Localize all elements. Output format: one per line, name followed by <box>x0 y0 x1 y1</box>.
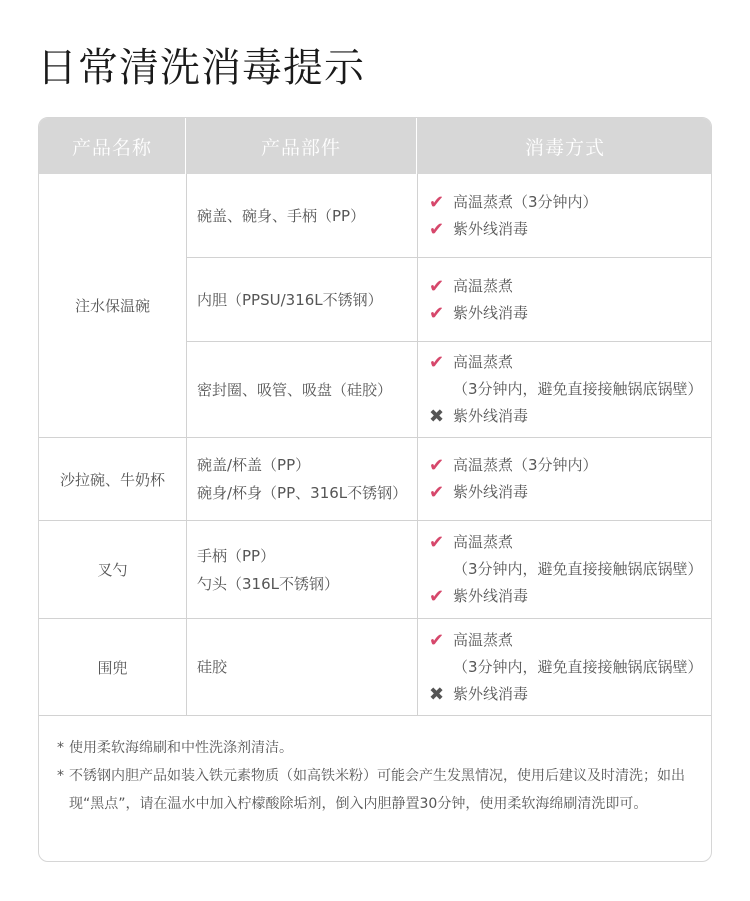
product-name: 注水保温碗 <box>74 297 150 315</box>
method-item <box>429 529 711 583</box>
care-table-card <box>38 117 712 862</box>
method-text: 紫外线消毒 <box>453 587 529 605</box>
note-item <box>57 762 697 818</box>
grid-line <box>417 174 418 715</box>
part-line: 内胆（PPSU/316L不锈钢） <box>197 290 383 309</box>
method-list <box>429 438 711 520</box>
method-list <box>429 174 711 257</box>
method-note: （3分钟内，避免直接接触锅底锅壁） <box>453 657 703 676</box>
cross-icon: ✖ <box>429 683 445 705</box>
header-product-name: 产品名称 <box>39 118 186 174</box>
note-item <box>57 734 697 762</box>
page-title: 日常清洗消毒提示 <box>37 45 365 91</box>
note-text: 使用柔软海绵刷和中性洗涤剂清洁。 <box>69 740 293 756</box>
product-name: 围兜 <box>97 658 128 677</box>
product-name: 沙拉碗、牛奶杯 <box>59 470 165 489</box>
product-part <box>197 521 412 618</box>
check-icon: ✔ <box>429 455 445 476</box>
method-text: 紫外线消毒 <box>453 483 529 501</box>
product-name: 叉勺 <box>97 561 128 579</box>
part-line: 勺头（316L不锈钢） <box>197 574 339 593</box>
method-note: （3分钟内，避免直接接触锅底锅壁） <box>453 560 703 578</box>
product-part <box>197 258 412 341</box>
method-text: 紫外线消毒 <box>453 303 529 322</box>
check-icon: ✔ <box>429 302 445 324</box>
method-text: 高温蒸煮 <box>453 353 514 371</box>
method-list <box>429 342 711 437</box>
method-text: 紫外线消毒 <box>453 407 529 425</box>
method-item <box>429 300 711 327</box>
grid-line <box>186 174 187 715</box>
product-part <box>197 619 412 715</box>
note-text: 不锈钢内胆产品如装入铁元素物质（如高铁米粉）可能会产生发黑情况，使用后建议及时清洗；如出现“黑点”，请在温水中加入柠檬酸除垢剂，倒入内胆静置30分钟，使用柔软海绵刷清洗即可。 <box>69 768 685 812</box>
part-line: 密封圈、吸管、吸盘（硅胶） <box>197 380 393 399</box>
method-item <box>429 273 711 300</box>
product-part <box>197 438 412 520</box>
method-item <box>429 216 711 243</box>
care-notes <box>57 734 697 818</box>
method-text: 高温蒸煮（3分钟内） <box>453 456 598 474</box>
grid-line <box>39 715 712 716</box>
check-icon: ✔ <box>429 352 445 373</box>
table-header <box>39 118 712 174</box>
method-text: 紫外线消毒 <box>453 219 529 238</box>
product-part <box>197 342 412 437</box>
method-note: （3分钟内，避免直接接触锅底锅壁） <box>453 380 703 398</box>
method-text: 高温蒸煮 <box>453 533 514 551</box>
method-text: 高温蒸煮 <box>453 276 514 295</box>
check-icon: ✔ <box>429 482 445 503</box>
part-line: 碗身/杯身（PP、316L不锈钢） <box>197 484 408 502</box>
header-disinfection-method: 消毒方式 <box>524 136 605 159</box>
method-text: 高温蒸煮 <box>453 630 514 649</box>
method-item <box>429 452 711 479</box>
method-item <box>429 627 711 681</box>
method-item <box>429 583 711 610</box>
method-item <box>429 403 711 430</box>
check-icon: ✔ <box>429 629 445 651</box>
method-list <box>429 258 711 341</box>
part-line: 手柄（PP） <box>197 546 276 565</box>
header-product-part: 产品部件 <box>186 118 417 174</box>
method-item <box>429 681 711 708</box>
check-icon: ✔ <box>429 275 445 297</box>
method-text: 紫外线消毒 <box>453 684 529 703</box>
part-line: 碗盖、碗身、手柄（PP） <box>197 206 366 225</box>
method-item <box>429 189 711 216</box>
method-text: 高温蒸煮（3分钟内） <box>453 192 598 211</box>
check-icon: ✔ <box>429 218 445 240</box>
method-item <box>429 349 711 403</box>
note-marker: * <box>57 740 64 756</box>
note-marker: * <box>57 768 64 784</box>
cross-icon: ✖ <box>429 406 445 427</box>
part-line: 硅胶 <box>197 658 228 676</box>
check-icon: ✔ <box>429 586 445 607</box>
check-icon: ✔ <box>429 532 445 553</box>
method-item <box>429 479 711 506</box>
part-line: 碗盖/杯盖（PP） <box>197 456 311 474</box>
product-part <box>197 174 412 257</box>
method-list <box>429 521 711 618</box>
check-icon: ✔ <box>429 191 445 213</box>
method-list <box>429 619 711 715</box>
